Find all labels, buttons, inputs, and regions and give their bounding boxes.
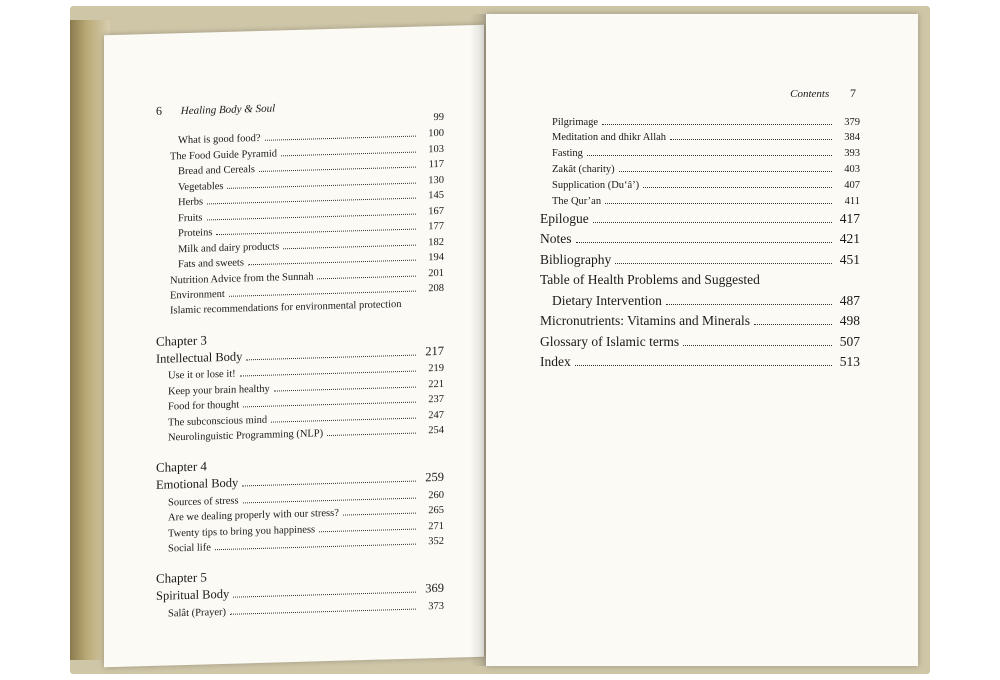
- dot-leader: [576, 233, 833, 244]
- toc-page-number: 194: [428, 251, 444, 264]
- chapter-heading: Chapter 4: [156, 458, 207, 475]
- toc-entry-label: The Qur’an: [552, 195, 602, 207]
- left-toc: [156, 112, 444, 624]
- dot-leader: [343, 505, 416, 516]
- toc-page-number: 271: [428, 520, 444, 532]
- right-page: [486, 14, 918, 666]
- major-toc-entry: [540, 313, 860, 334]
- toc-entry-label: Pilgrimage: [552, 116, 599, 128]
- toc-entry-label: Proteins: [178, 227, 213, 240]
- dot-leader: [754, 315, 832, 326]
- toc-entry-label: Intellectual Body: [156, 348, 243, 366]
- toc-entry-label: Herbs: [178, 196, 204, 209]
- toc-entry-label: Milk and dairy products: [178, 240, 280, 255]
- toc-page-number: 417: [839, 210, 860, 226]
- dot-leader: [317, 268, 416, 279]
- toc-entry-label: Notes: [540, 231, 572, 247]
- toc-entry-label: Meditation and dhikr Allah: [552, 132, 667, 144]
- chapter-heading: Chapter 3: [156, 331, 207, 349]
- toc-page-number: 201: [428, 267, 444, 279]
- toc-page-number: 403: [844, 163, 860, 175]
- dot-leader: [615, 253, 832, 264]
- toc-page-number: 498: [839, 313, 860, 329]
- toc-page-number: 237: [428, 393, 444, 406]
- toc-page-number: 117: [428, 158, 444, 171]
- toc-entry: [540, 132, 860, 148]
- toc-entry-label: Salât (Prayer): [168, 606, 227, 620]
- toc-page-number: 100: [428, 127, 444, 140]
- toc-page-number: 407: [844, 179, 860, 191]
- dot-leader: [246, 345, 416, 360]
- toc-page-number: 352: [428, 535, 444, 548]
- dot-leader: [602, 116, 832, 125]
- toc-entry-label: Bibliography: [540, 251, 612, 267]
- toc-page-number: 451: [839, 251, 860, 267]
- toc-entry-label: Table of Health Problems and Suggested: [540, 272, 760, 288]
- toc-entry-label: Emotional Body: [156, 475, 239, 492]
- toc-entry-label: Keep your brain healthy: [168, 383, 270, 398]
- toc-page-number: 217: [425, 343, 444, 358]
- dot-leader: [319, 521, 416, 532]
- toc-entry-label: Fats and sweets: [178, 257, 244, 271]
- toc-page-number: [420, 306, 444, 307]
- toc-entry-label: Use it or lose it!: [168, 368, 236, 382]
- toc-entry: [540, 195, 860, 211]
- left-page-number: 6: [156, 103, 162, 118]
- toc-entry-label: Fruits: [178, 212, 203, 224]
- toc-entry: [540, 116, 860, 132]
- toc-entry: [540, 148, 860, 164]
- toc-entry-label: Nutrition Advice from the Sunnah: [170, 271, 314, 287]
- toc-entry-label: Environment: [170, 288, 225, 302]
- left-page-running-title: Healing Body & Soul: [180, 102, 276, 118]
- dot-leader: [575, 356, 832, 367]
- toc-page-number: 259: [425, 469, 444, 485]
- toc-entry-label: What is good food?: [178, 132, 261, 147]
- toc-page-number: 167: [428, 205, 444, 217]
- toc-entry-label: The Food Guide Pyramid: [170, 148, 278, 163]
- toc-page-number: 99: [433, 111, 444, 124]
- toc-entry-label: Index: [540, 354, 571, 370]
- dot-leader: [666, 294, 832, 305]
- toc-entry-label: Epilogue: [540, 210, 589, 226]
- dot-leader: [233, 583, 416, 598]
- right-page-number: 7: [850, 86, 856, 100]
- major-toc-entry: [540, 252, 860, 273]
- toc-page-number: 369: [425, 580, 444, 596]
- toc-page-number: 177: [428, 220, 444, 233]
- dot-leader: [587, 148, 832, 157]
- toc-entry-label: Zakât (charity): [552, 163, 615, 175]
- toc-entry-label: Supplication (Du‘â’): [552, 179, 640, 191]
- toc-entry: [540, 163, 860, 179]
- dot-leader: [593, 212, 832, 223]
- toc-entry-label: The subconscious mind: [168, 414, 268, 429]
- dot-leader: [605, 195, 832, 204]
- toc-entry-label: Bread and Cereals: [178, 164, 255, 178]
- toc-entry-label: Are we dealing properly with our stress?: [168, 507, 339, 524]
- toc-entry-label: Fasting: [552, 148, 583, 160]
- major-toc-entry: [540, 354, 860, 375]
- toc-entry: [540, 179, 860, 195]
- chapter-heading: Chapter 5: [156, 569, 207, 586]
- toc-entry-label: Food for thought: [168, 399, 240, 413]
- toc-page-number: 411: [844, 195, 860, 207]
- dot-leader: [327, 425, 416, 436]
- toc-page-number: 379: [844, 116, 860, 128]
- toc-entry-label: Social life: [168, 542, 211, 555]
- toc-page-number: 254: [428, 424, 444, 437]
- right-toc: [540, 116, 860, 375]
- major-toc-entry: [540, 231, 860, 252]
- major-toc-entry: [540, 293, 860, 314]
- toc-page-number: 219: [428, 362, 444, 375]
- toc-page-number: 421: [839, 231, 860, 247]
- toc-entry-label: Vegetables: [178, 180, 224, 193]
- toc-entry-label: Micronutrients: Vitamins and Minerals: [540, 313, 751, 329]
- right-page-header: [790, 86, 856, 101]
- toc-page-number: 384: [844, 132, 860, 144]
- toc-page-number: 145: [428, 189, 444, 202]
- right-page-running-title: Contents: [790, 88, 830, 100]
- toc-entry-label: Neurolinguistic Programming (NLP): [168, 428, 324, 444]
- dot-leader: [670, 132, 832, 141]
- toc-entry-label: Spiritual Body: [156, 586, 230, 603]
- toc-page-number: 182: [428, 236, 444, 248]
- toc-entry-label: Sources of stress: [168, 495, 239, 509]
- major-toc-entry-line1: [540, 272, 860, 293]
- dot-leader: [643, 179, 832, 188]
- toc-page-number: 373: [428, 600, 444, 612]
- toc-entry-label: Islamic recommendations for environmental protection: [170, 298, 402, 317]
- major-toc-entry: [540, 334, 860, 355]
- major-toc-entry: [540, 211, 860, 232]
- toc-entry-label: Glossary of Islamic terms: [540, 333, 680, 349]
- dot-leader: [683, 335, 832, 346]
- toc-entry-label: Dietary Intervention: [552, 292, 662, 308]
- toc-page-number: 221: [428, 378, 444, 390]
- toc-entry-label: Twenty tips to bring you happiness: [168, 523, 316, 540]
- toc-page-number: 265: [428, 504, 444, 517]
- toc-page-number: 103: [428, 143, 444, 155]
- toc-page-number: 130: [428, 174, 444, 186]
- dot-leader: [619, 163, 832, 172]
- toc-page-number: 487: [839, 292, 860, 308]
- left-page: [104, 25, 484, 668]
- toc-page-number: 247: [428, 409, 444, 421]
- toc-page-number: 513: [839, 354, 860, 370]
- toc-page-number: 507: [839, 333, 860, 349]
- toc-page-number: 393: [844, 148, 860, 160]
- dot-leader: [242, 472, 416, 487]
- toc-page-number: 260: [428, 489, 444, 501]
- toc-page-number: 208: [428, 282, 444, 295]
